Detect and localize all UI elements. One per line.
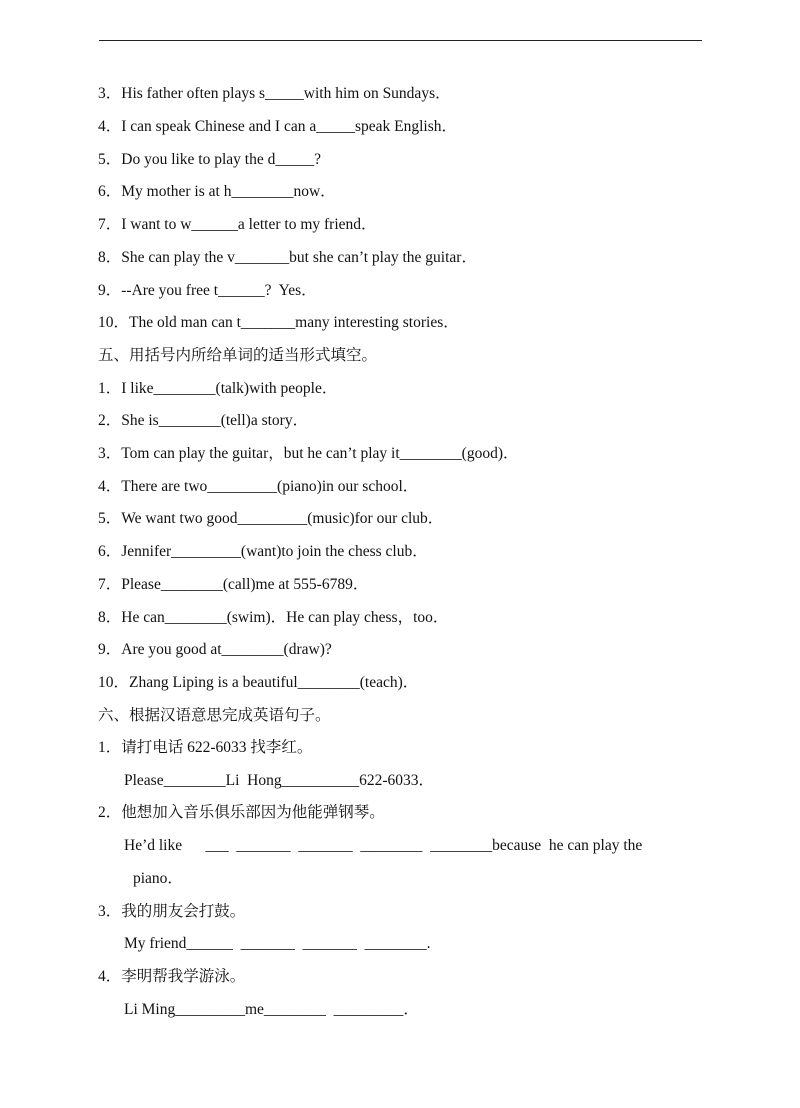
question-line: 10．The old man can t_______many interesting stories． xyxy=(98,314,459,331)
answer-line: Li Ming_________me________ _________． xyxy=(124,1001,419,1018)
question-prompt-cn: 2．他想加入音乐俱乐部因为他能弹钢琴。 xyxy=(98,804,385,821)
answer-line: Please________Li Hong__________622-6033． xyxy=(124,772,434,789)
question-line: 1．I like________(talk)with people． xyxy=(98,380,338,397)
question-prompt-cn: 4．李明帮我学游泳。 xyxy=(98,968,246,985)
question-line: 7．I want to w______a letter to my friend． xyxy=(98,216,377,233)
question-line: 8．She can play the v_______but she can’t play the guitar． xyxy=(98,249,477,266)
question-line: 9．Are you good at________(draw)? xyxy=(98,641,332,658)
question-line: 8．He can________(swim)．He can play chess，too． xyxy=(98,609,449,626)
answer-line: My friend______ _______ _______ ________. xyxy=(124,935,431,952)
question-line: 5．We want two good_________(music)for our club． xyxy=(98,510,444,527)
question-line: 2．She is________(tell)a story． xyxy=(98,412,309,429)
answer-line: He’d like ___ _______ _______ ________ ________because he can play the xyxy=(124,837,643,854)
question-line: 3．Tom can play the guitar，but he can’t play it________(good)． xyxy=(98,445,519,462)
header-rule xyxy=(99,40,702,41)
section-heading: 六、根据汉语意思完成英语句子。 xyxy=(98,707,331,724)
question-prompt-cn: 3．我的朋友会打鼓。 xyxy=(98,903,246,920)
question-line: 5．Do you like to play the d_____? xyxy=(98,151,321,168)
question-line: 6．My mother is at h________now． xyxy=(98,183,336,200)
question-prompt-cn: 1．请打电话 622-6033 找李红。 xyxy=(98,739,313,756)
question-line: 4．I can speak Chinese and I can a_____speak English． xyxy=(98,118,457,135)
section-heading: 五、用括号内所给单词的适当形式填空。 xyxy=(98,347,378,364)
question-line: 4．There are two_________(piano)in our school． xyxy=(98,478,419,495)
question-line: 10．Zhang Liping is a beautiful________(teach)． xyxy=(98,674,419,691)
question-line: 7．Please________(call)me at 555-6789． xyxy=(98,576,369,593)
answer-line-cont: piano． xyxy=(133,870,183,887)
question-line: 6．Jennifer_________(want)to join the chess club． xyxy=(98,543,428,560)
question-line: 9．--Are you free t______? Yes． xyxy=(98,282,317,299)
question-line: 3．His father often plays s_____with him on Sundays． xyxy=(98,85,451,102)
